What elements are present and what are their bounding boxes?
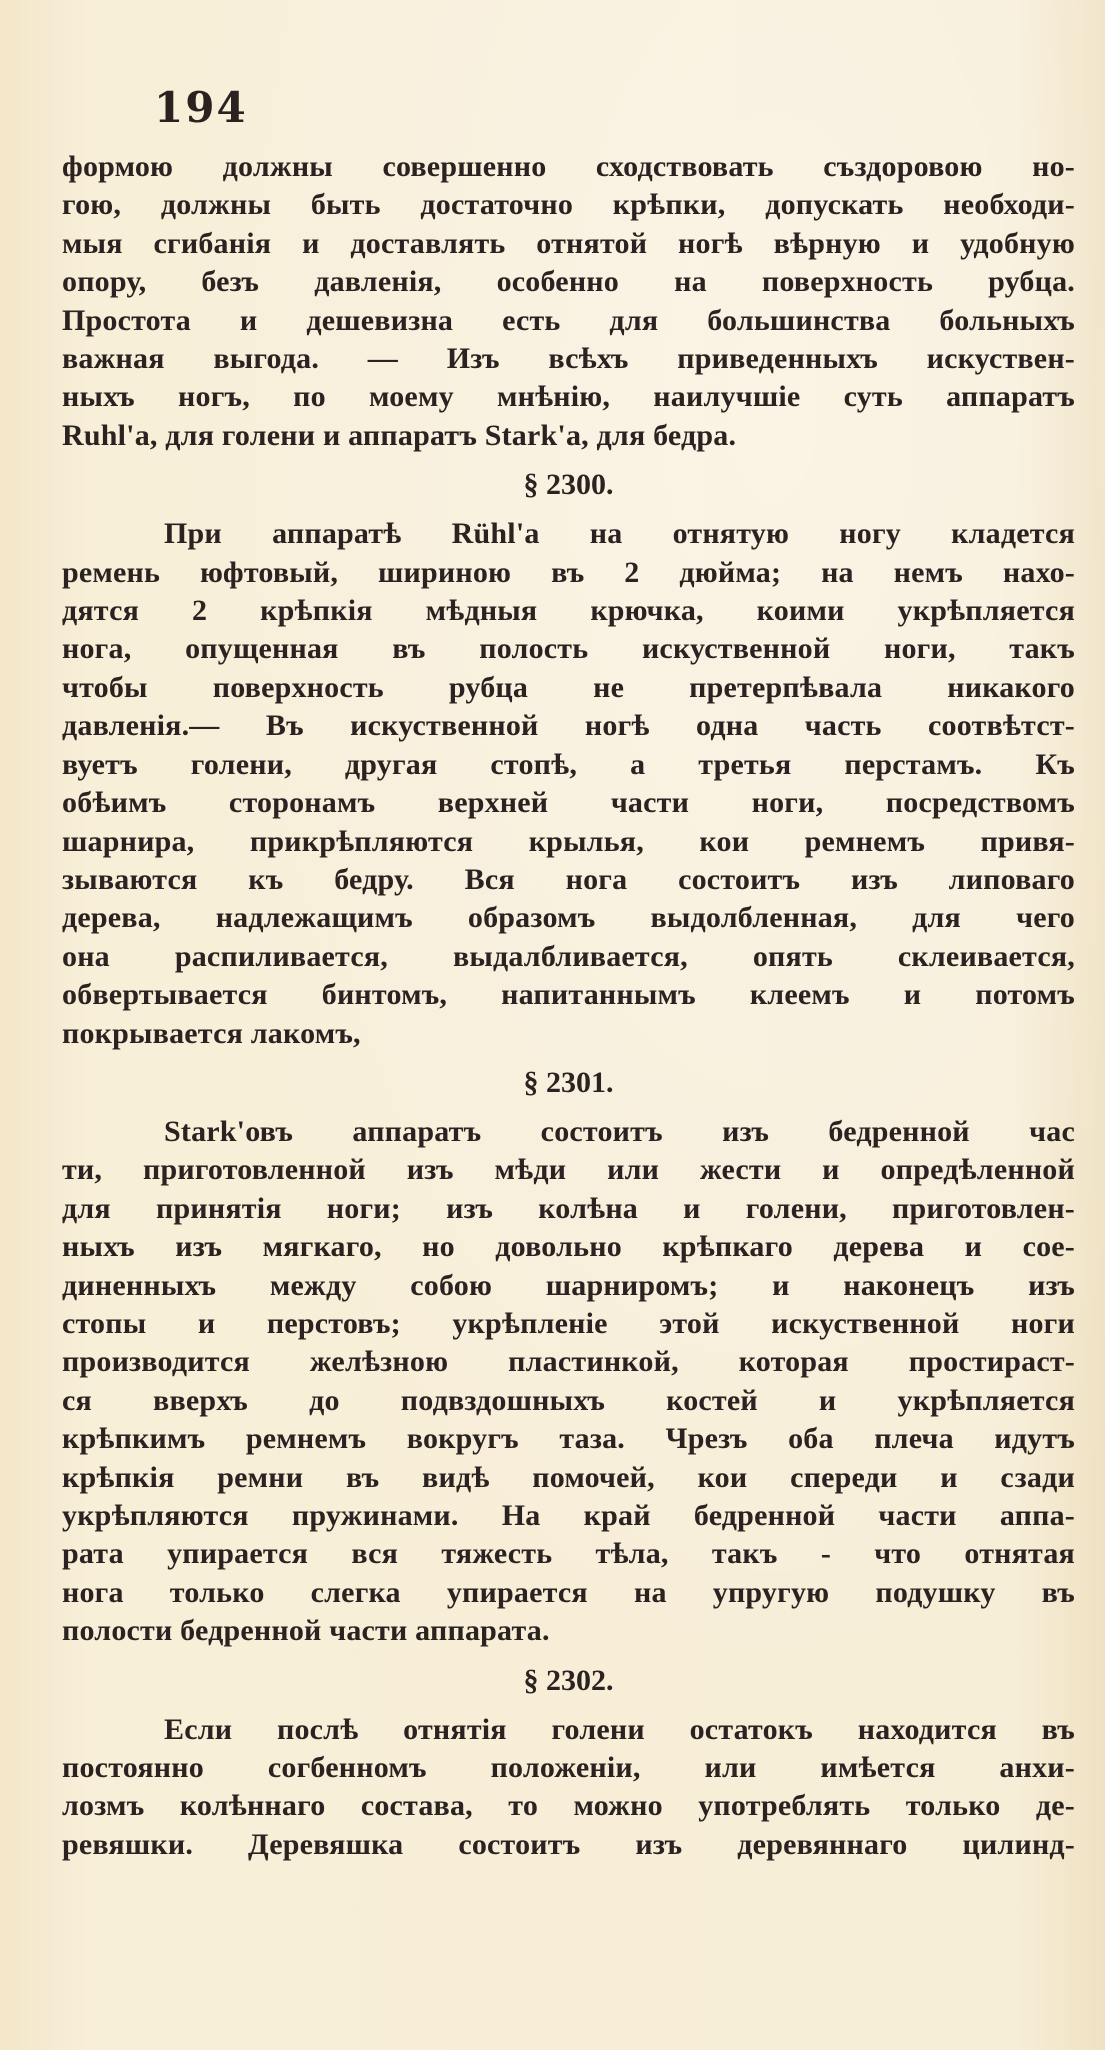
text-line: Stark'овъ аппаратъ состоитъ изъ бедренной час [164,1114,1075,1148]
text-line: давленія.— Въ искуственной ногѣ одна часть соотвѣтст- [62,709,1075,743]
text-line: полости бедренной части аппарата. [62,1614,550,1648]
text-line: зываются къ бедру. Вся нога состоитъ изъ липоваго [62,862,1075,896]
text-line: стопы и перстовъ; укрѣпленіе этой искуственной ноги [62,1306,1075,1340]
paragraph-2300 [62,515,1075,1053]
text-line: ревяшки. Деревяшка состоитъ изъ деревяннаго цилинд- [62,1827,1075,1861]
text-line: Если послѣ отнятія голени остатокъ находится въ [164,1712,1075,1746]
text-line: нога, опущенная въ полость искуственной ноги, такъ [62,632,1075,666]
text-line: она распиливается, выдалбливается, опять склеивается, [62,939,1075,973]
text-line: опору, безъ давленія, особенно на поверхность рубца. [62,265,1075,299]
text-line: формою должны совершенно сходствовать създоровою но- [62,150,1075,183]
text-line: вуетъ голени, другая стопѣ, а третья перстамъ. Къ [62,747,1075,781]
text-line: для принятія ноги; изъ колѣна и голени, приготовлен- [62,1191,1075,1225]
section-heading-2302: § 2302. [523,1663,614,1697]
text-line: дерева, надлежащимъ образомъ выдолбленная, для чего [62,901,1075,935]
text-line: обѣимъ сторонамъ верхней части ноги, посредствомъ [62,786,1075,820]
text-line: обвертывается бинтомъ, напитаннымъ клеемъ и потомъ [62,978,1075,1012]
text-line: рата упирается вся тяжесть тѣла, такъ - что отнятая [62,1537,1075,1571]
text-line: лозмъ колѣннаго состава, то можно употреблять только де- [62,1789,1075,1823]
text-line: ся вверхъ до подвздошныхъ костей и укрѣпляется [62,1383,1075,1417]
text-line: ремень юфтовый, шириною въ 2 дюйма; на немъ нахо- [62,555,1075,589]
text-line: диненныхъ между собою шарниромъ; и наконецъ изъ [62,1268,1075,1302]
text-line: нога только слегка упирается на упругую подушку въ [62,1575,1075,1609]
text-line: При аппаратѣ Rühl'а на отнятую ногу кладется [164,517,1075,551]
text-line: Простота и дешевизна есть для большинства больныхъ [62,303,1075,337]
text-line: гою, должны быть достаточно крѣпки, допускать необходи- [62,188,1075,222]
text-line: шарнира, прикрѣпляются крылья, кои ремнемъ привя- [62,824,1075,858]
text-line: ныхъ ногъ, по моему мнѣнію, наилучшіе суть аппаратъ [62,380,1075,414]
text-line: важная выгода. — Изъ всѣхъ приведенныхъ искуствен- [62,342,1075,376]
section-heading-2300: § 2300. [523,468,614,502]
text-line: дятся 2 крѣпкія мѣдныя крючка, коими укрѣпляется [62,594,1075,628]
section-heading-2301: § 2301. [523,1065,614,1099]
text-line: производится желѣзною пластинкой, которая простираст- [62,1345,1075,1379]
text-line: чтобы поверхность рубца не претерпѣвала никакого [62,670,1075,704]
text-line: ныхъ изъ мягкаго, но довольно крѣпкаго дерева и сое- [62,1230,1075,1264]
text-line: ти, приготовленной изъ мѣди или жести и опредѣленной [62,1153,1075,1187]
text-line: крѣпкія ремни въ видѣ помочей, кои спереди и сзади [62,1460,1075,1494]
text-line: Ruhl'а, для голени и аппаратъ Stark'а, для бедра. [62,418,737,452]
text-line: крѣпкимъ ремнемъ вокругъ таза. Чрезъ оба плеча идутъ [62,1422,1075,1456]
paragraph-continuation [62,148,1075,455]
text-line: постоянно согбенномъ положеніи, или имѣется анхи- [62,1751,1075,1785]
text-line: мыя сгибанія и доставлять отнятой ногѣ вѣрную и удобную [62,226,1075,260]
paragraph-2301 [62,1113,1075,1651]
text-line: покрывается лакомъ, [62,1016,361,1050]
text-line: укрѣпляются пружинами. На край бедренной части аппа- [62,1499,1075,1532]
page-number: 194 [154,83,248,132]
paragraph-2302 [62,1711,1075,1865]
